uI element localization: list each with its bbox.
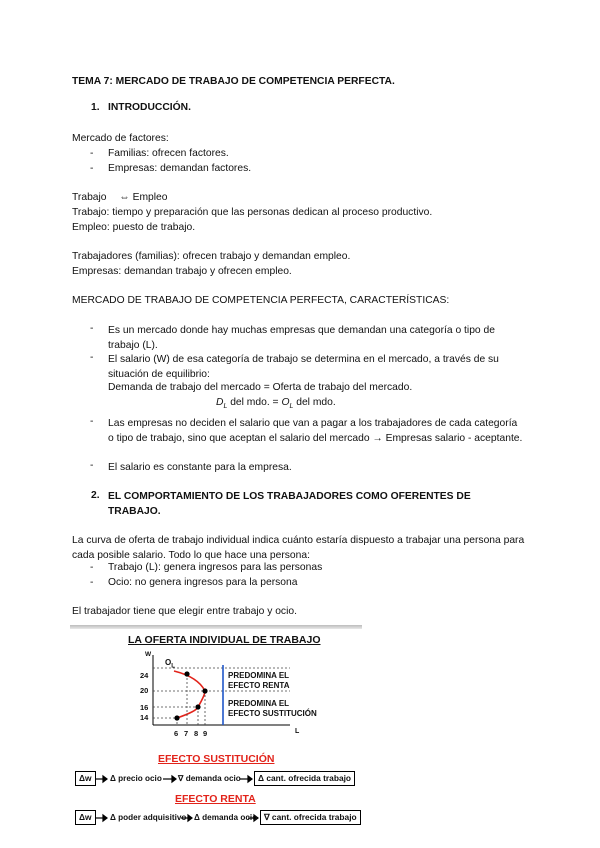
list-item: Familias: ofrecen factores.: [108, 148, 229, 159]
efecto-sustitucion-title: EFECTO SUSTITUCIÓN: [158, 753, 275, 765]
figure-title: LA OFERTA INDIVIDUAL DE TRABAJO: [128, 634, 321, 646]
caracteristicas-heading: MERCADO DE TRABAJO DE COMPETENCIA PERFECTA, CARACTERÍSTICAS:: [72, 295, 450, 306]
flow-arrow-head: [248, 776, 252, 782]
curve-point: [174, 715, 179, 720]
sust-step1: Δ precio ocio: [110, 774, 162, 783]
flow-arrow-head: [103, 776, 107, 782]
curve-label: [165, 658, 175, 670]
sust-end-box: Δ cant. ofrecida trabajo: [254, 771, 355, 786]
list-dash: -: [90, 352, 94, 363]
list-dash: -: [90, 562, 94, 573]
section2-number: 2.: [91, 490, 100, 501]
eleccion-text: El trabajador tiene que elegir entre trabajo y ocio.: [72, 606, 297, 617]
renta-start-box: Δw: [75, 810, 96, 825]
renta-label-line: EFECTO RENTA: [228, 681, 290, 690]
y-tick-label: 16: [140, 703, 149, 712]
formula-sub-d: L: [223, 403, 228, 411]
formula-o: O: [281, 397, 290, 408]
sustitucion-region-label: [228, 699, 317, 719]
flow-arrow-head: [172, 776, 176, 782]
sust-start-box: Δw: [75, 771, 96, 786]
list-dash: -: [90, 323, 94, 334]
list-item: Ocio: no genera ingresos para la persona: [108, 577, 298, 588]
def-trabajo: Trabajo: tiempo y preparación que las personas dedican al proceso productivo.: [72, 207, 433, 218]
renta-end-box: ∇ cant. ofrecida trabajo: [260, 810, 361, 825]
formula-end: del mdo.: [293, 397, 336, 408]
section2-heading: EL COMPORTAMIENTO DE LOS TRABAJADORES COMO OFERENTES DE TRABAJO.: [108, 491, 471, 517]
list-dash: -: [90, 577, 94, 588]
list-dash: -: [90, 148, 94, 159]
renta-label-line: PREDOMINA EL: [228, 671, 290, 680]
caracteristica-item: El salario es constante para la empresa.: [108, 462, 292, 473]
list-item: Trabajo (L): genera ingresos para las personas: [108, 562, 323, 573]
ol-supply-curve: [174, 671, 205, 718]
formula-d: D: [216, 397, 224, 408]
x-tick-label: 6: [174, 729, 179, 738]
section1-heading: INTRODUCCIÓN.: [108, 102, 191, 113]
caracteristica-item: Las empresas no deciden el salario que van a pagar a los trabajadores de cada categoría o tipo de trabajo, sino que aceptan el salario del mercado → Empresas salario - aceptante.: [108, 418, 523, 444]
x-tick-label: 9: [203, 729, 208, 738]
empresas-text: Empresas: demandan trabajo y ofrecen empleo.: [72, 266, 292, 277]
mercado-factores-label: Mercado de factores:: [72, 133, 169, 144]
list-dash: -: [90, 416, 94, 427]
oferta-individual-figure: [70, 625, 362, 830]
equivalence-arrow: ⇔: [119, 192, 130, 203]
list-dash: -: [90, 460, 94, 471]
oferta-paragraph: La curva de oferta de trabajo individual indica cuánto estaría dispuesto a trabajar una persona para cada posible salario. Todo lo que hace una persona:: [72, 535, 525, 561]
curve-label-sub: L: [171, 663, 175, 670]
w-axis-label: W: [145, 651, 152, 658]
x-tick-label: 7: [184, 729, 189, 738]
empleo-word: Empleo: [132, 192, 168, 203]
trabajadores-text: Trabajadores (familias): ofrecen trabajo y demandan empleo.: [72, 251, 351, 262]
caracteristica-item: Es un mercado donde hay muchas empresas que demandan una categoría o tipo de trabajo (L).: [108, 325, 495, 351]
y-tick-label: 14: [140, 713, 149, 722]
renta-region-label: [228, 671, 289, 691]
list-item: Empresas: demandan factores.: [108, 163, 252, 174]
equilibrium-formula: [216, 397, 336, 410]
section1-number: 1.: [91, 102, 100, 113]
def-empleo: Empleo: puesto de trabajo.: [72, 222, 196, 233]
curve-point: [184, 671, 189, 676]
y-tick-label: 20: [140, 686, 149, 695]
flow-arrow-head: [188, 815, 192, 821]
trabajo-empleo-line: [72, 192, 168, 203]
document-title: TEMA 7: MERCADO DE TRABAJO DE COMPETENCIA PERFECTA.: [72, 76, 395, 87]
caracteristica-item: El salario (W) de esa categoría de trabajo se determina en el mercado, a través de su situación de equilibrio:: [108, 354, 499, 380]
formula-mid: del mdo. =: [227, 397, 282, 408]
efecto-renta-title: EFECTO RENTA: [175, 793, 256, 805]
x-tick-label: 8: [194, 729, 199, 738]
renta-step1: Δ poder adquisitivo: [110, 813, 187, 822]
curve-point: [202, 688, 207, 693]
renta-step2: Δ demanda ocio: [194, 813, 258, 822]
curve-label-o: O: [165, 658, 172, 667]
sust-step2: ∇ demanda ocio: [178, 774, 241, 783]
y-tick-label: 24: [140, 671, 149, 680]
trabajo-word: Trabajo: [72, 192, 107, 203]
list-dash: -: [90, 163, 94, 174]
sust-label-line: PREDOMINA EL: [228, 699, 290, 708]
sust-label-line: EFECTO SUSTITUCIÓN: [228, 709, 317, 718]
formula-sub-o: L: [289, 403, 294, 411]
equilibrium-equation: Demanda de trabajo del mercado = Oferta de trabajo del mercado.: [108, 382, 413, 393]
curve-point: [195, 704, 200, 709]
l-axis-label: L: [295, 728, 300, 735]
flow-arrow-head: [103, 815, 107, 821]
